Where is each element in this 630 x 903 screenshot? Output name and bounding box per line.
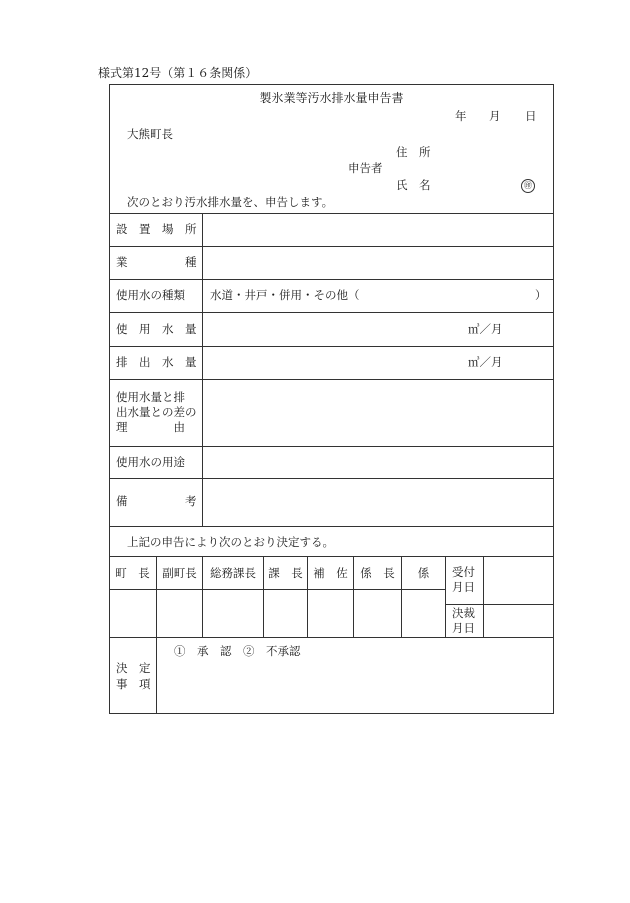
water-used-unit: ㎥／月 [468, 322, 503, 336]
approver-mayor: 町 長 [115, 566, 150, 580]
date-day-label: 日 [525, 109, 537, 123]
row-label-water-used: 使 用 水 量 [116, 322, 197, 336]
decision-intro: 上記の申告により次のとおり決定する。 [127, 535, 334, 549]
received-date-label [452, 565, 475, 595]
row-divider [109, 346, 554, 347]
seal-mark [521, 179, 535, 193]
decision-divider [109, 637, 554, 638]
label-column-divider [202, 213, 203, 526]
stamp-cell-staff[interactable] [402, 590, 445, 637]
stamp-cell-general-affairs-chief[interactable] [203, 590, 263, 637]
received-date-line-1: 受付 [452, 565, 475, 579]
water-discharged-unit: ㎥／月 [468, 355, 503, 369]
row-divider [109, 446, 554, 447]
approver-general-affairs-chief: 総務課長 [210, 566, 256, 580]
water-type-options[interactable]: 水道・井戸・併用・その他（ [210, 288, 360, 302]
address-label: 住 所 [396, 145, 431, 159]
row-label-difference-reason [116, 390, 197, 435]
decision-date-line-2: 月日 [452, 621, 475, 635]
row-divider [109, 213, 554, 214]
row-divider [109, 478, 554, 479]
name-label: 氏 名 [396, 178, 431, 192]
approver-assistant: 補 佐 [313, 566, 348, 580]
addressee: 大熊町長 [127, 127, 173, 141]
statement: 次のとおり汚水排水量を、申告します。 [127, 195, 334, 209]
approver-subsection-chief: 係 長 [360, 566, 395, 580]
row-label-water-purpose: 使用水の用途 [116, 455, 185, 469]
row-label-installation-place: 設 置 場 所 [116, 222, 197, 236]
approval-column-divider [445, 556, 446, 637]
applicant-label: 申告者 [348, 161, 383, 175]
decision-date-field[interactable] [484, 605, 553, 637]
decision-matter-line-1: 決 定 [116, 661, 151, 675]
approver-staff: 係 [417, 566, 430, 580]
stamp-cell-subsection-chief[interactable] [354, 590, 401, 637]
approver-deputy-mayor: 副町長 [162, 566, 197, 580]
decision-options[interactable]: ① 承 認 ② 不承認 [174, 644, 301, 658]
date-month-label: 月 [489, 109, 501, 123]
approver-section-chief: 課 長 [268, 566, 303, 580]
row-label-remarks: 備 考 [116, 494, 197, 508]
difference-reason-line-1: 使用水量と排 [116, 390, 185, 404]
stamp-cell-deputy-mayor[interactable] [157, 590, 202, 637]
date-year-label: 年 [455, 109, 467, 123]
row-label-water-type: 使用水の種類 [116, 288, 185, 302]
decision-matter-line-2: 事 項 [116, 677, 151, 691]
received-date-field[interactable] [484, 557, 553, 604]
row-divider [109, 379, 554, 380]
decision-date-label [452, 606, 475, 636]
row-divider [109, 279, 554, 280]
row-divider [109, 246, 554, 247]
row-divider [109, 312, 554, 313]
water-type-close-paren: ） [535, 288, 547, 302]
difference-reason-line-2: 出水量との差の [116, 405, 197, 419]
stamp-cell-section-chief[interactable] [264, 590, 307, 637]
form-number: 様式第12号（第１６条関係） [98, 66, 258, 80]
row-label-water-discharged: 排 出 水 量 [116, 355, 197, 369]
difference-reason-line-3: 理 由 [116, 420, 185, 434]
row-label-business-type: 業 種 [116, 255, 197, 269]
stamp-cell-mayor[interactable] [110, 590, 156, 637]
received-date-line-2: 月日 [452, 580, 475, 594]
stamp-cell-assistant[interactable] [308, 590, 353, 637]
form-title: 製氷業等汚水排水量申告書 [259, 91, 404, 105]
row-divider [109, 526, 554, 527]
decision-matter-label [116, 660, 151, 692]
decision-date-line-1: 決裁 [452, 606, 475, 620]
seal-icon: ㊞ [521, 179, 535, 193]
